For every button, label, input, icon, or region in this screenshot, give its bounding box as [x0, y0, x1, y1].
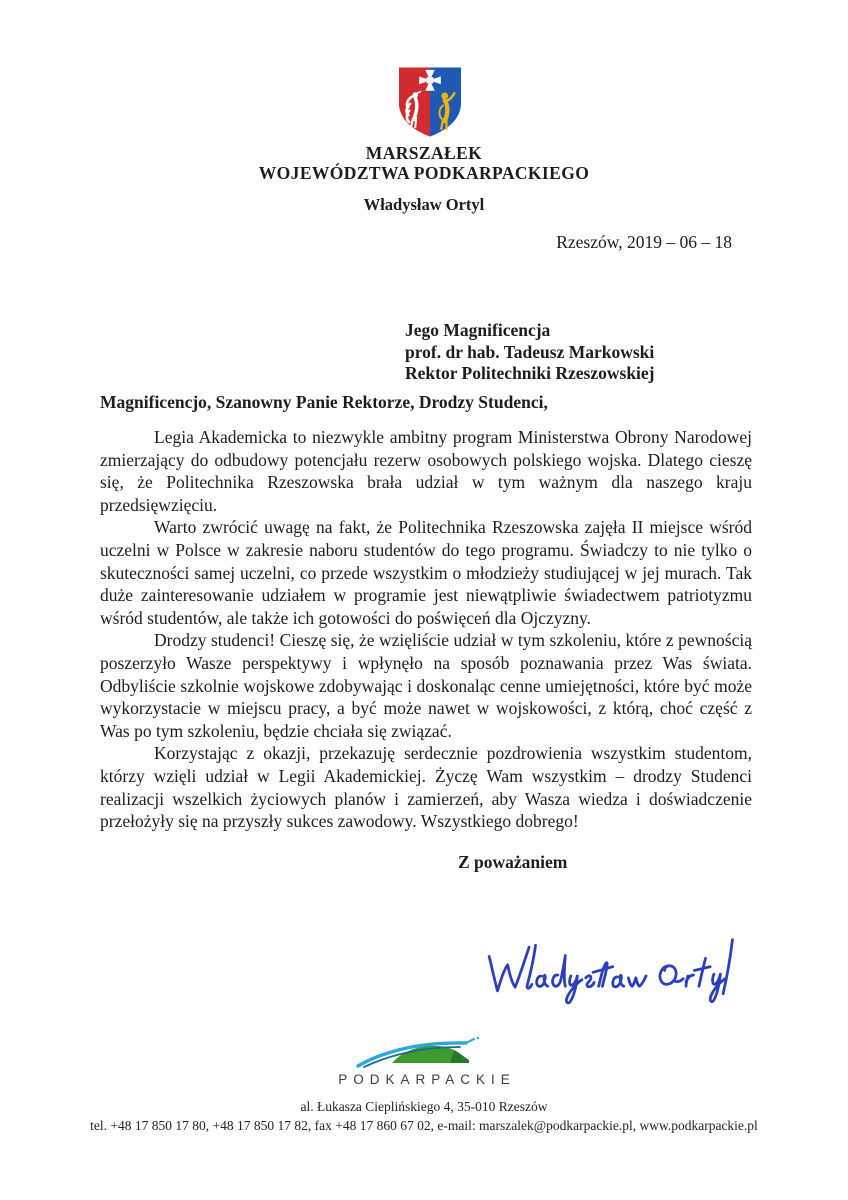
- paragraph-3: Drodzy studenci! Cieszę się, że wzięliście udział w tym szkoleniu, które z pewnością poszerzyło Wasze perspektywy i wpłynęło na sposób poznawania przez Was świata. Odbyliście szkolnie wojskowe zdobywając i doskonaląc cenne umiejętności, które być może wykorzystacie w miejscu pracy, a być może nawet w wojskowości, z którą, choć część z Was po tym szkoleniu, będzie chciała się związać.: [100, 630, 752, 741]
- logo-wordmark: PODKARPACKIE: [338, 1072, 516, 1087]
- closing-phrase: Z poważaniem: [458, 852, 568, 872]
- paragraph-4: Korzystając z okazji, przekazuję serdecznie pozdrowienia wszystkim studentom, którzy wzięli udział w Legii Akademickiej. Życzę Wam wszystkim – drodzy Studenci realizacji wszelkich życiowych planów i zamierzeń, aby Wasza wiedza i doświadczenie przełożyły się na przyszły sukces zawodowy. Wszystkiego dobrego!: [100, 743, 752, 832]
- handwritten-signature: [478, 922, 738, 1017]
- letter-body: [100, 426, 752, 833]
- addressee-honorific: Jego Magnificencja: [405, 320, 551, 340]
- podkarpackie-logo-icon: [354, 1036, 494, 1070]
- paragraph-1: Legia Akademicka to niezwykle ambitny program Ministerstwa Obrony Narodowej zmierzający do odbudowy potencjału rezerw osobowych polskiego wojska. Dlatego cieszę się, że Politechnika Rzeszowska brała udział w tym ważnym dla naszego kraju przedsięwzięciu.: [100, 427, 752, 515]
- salutation: Magnificencjo, Szanowny Panie Rektorze, Drodzy Studenci,: [100, 392, 548, 412]
- sender-name: Władysław Ortyl: [363, 195, 485, 214]
- footer-address: al. Łukasza Cieplińskiego 4, 35-010 Rzeszów: [300, 1099, 548, 1114]
- place-and-date: Rzeszów, 2019 – 06 – 18: [556, 232, 732, 252]
- podkarpackie-brand: [0, 1036, 848, 1087]
- paragraph-2: Warto zwrócić uwagę na fakt, że Politechnika Rzeszowska zajęła II miejsce wśród uczelni w Polsce w zakresie naboru studentów do tego programu. Świadczy to nie tylko o skuteczności samej uczelni, co przede wszystkim o młodzieży studiującej w jej murach. Tak duże zainteresowanie udziałem w programie jest niewątpliwie świadectwem patriotyzmu wśród studentów, ale także ich gotowości do poświęceń dla Ojczyzny.: [100, 517, 752, 628]
- sender-header: [0, 144, 848, 215]
- addressee-block: [405, 320, 655, 385]
- footer-contacts: tel. +48 17 850 17 80, +48 17 850 17 82, fax +48 17 860 67 02, e-mail: marszalek@podkarpackie.pl, www.podkarpackie.pl: [90, 1117, 758, 1133]
- addressee-name: prof. dr hab. Tadeusz Markowski: [405, 341, 655, 362]
- footer-contact-block: [0, 1098, 848, 1135]
- sender-office-line1: MARSZAŁEK: [365, 143, 483, 163]
- addressee-title: Rektor Politechniki Rzeszowskiej: [405, 363, 655, 383]
- sender-office-line2: WOJEWÓDZTWA PODKARPACKIEGO: [258, 162, 590, 183]
- podkarpackie-coat-of-arms-icon: [391, 62, 469, 142]
